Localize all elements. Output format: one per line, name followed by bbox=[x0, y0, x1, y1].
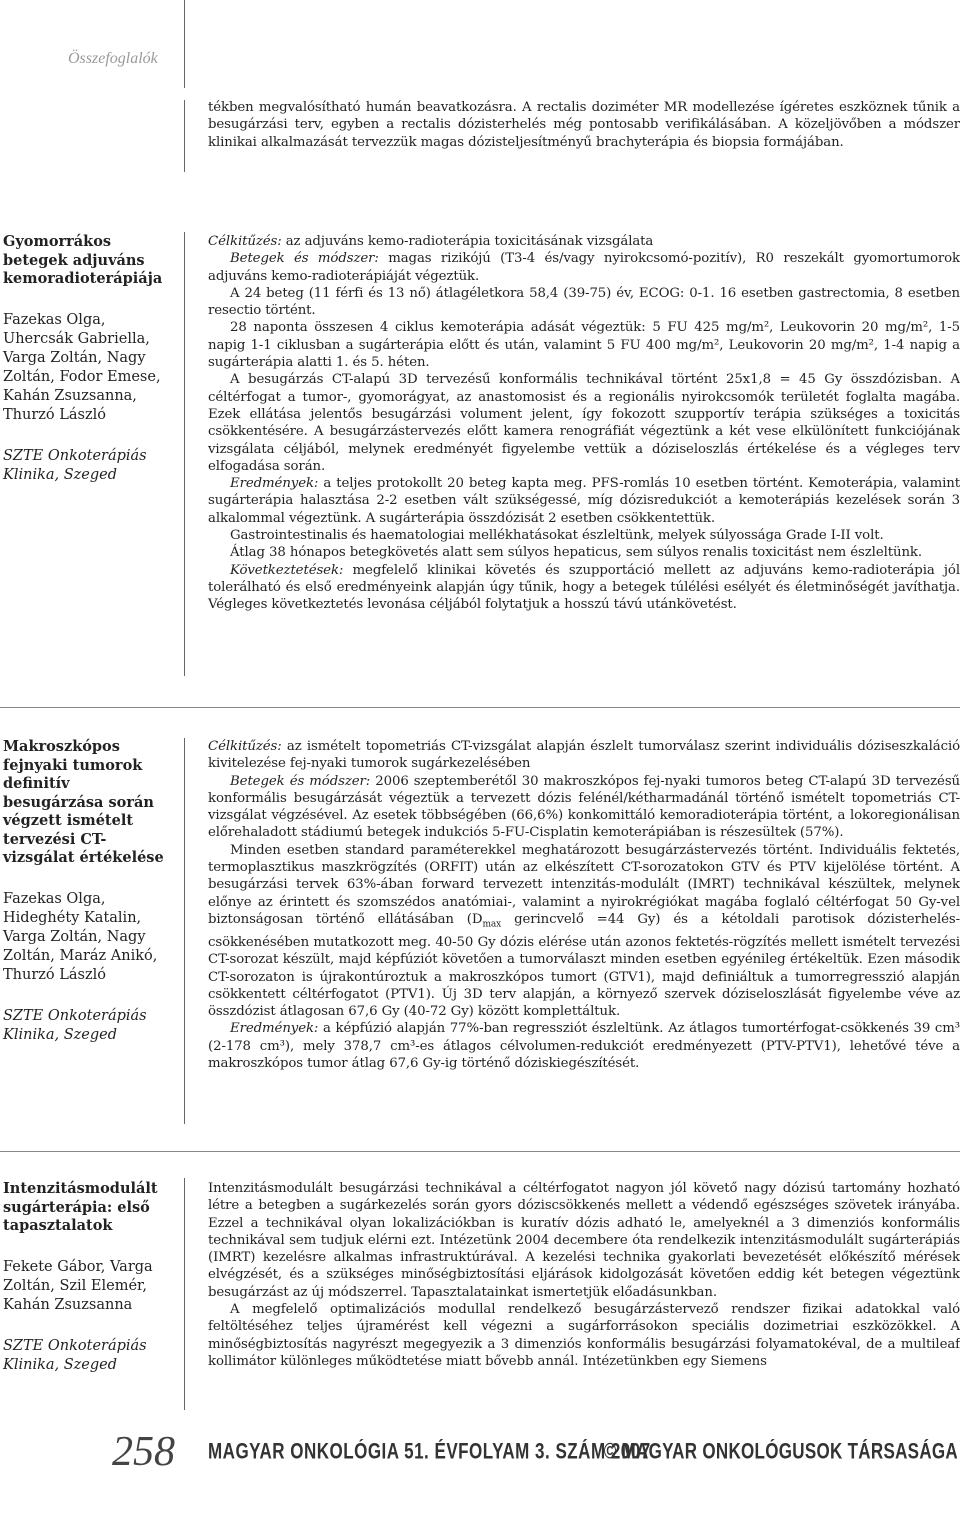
column-rule bbox=[184, 0, 185, 88]
article-2-paragraph bbox=[208, 842, 960, 1021]
aim-label: Célkitűzés: bbox=[208, 234, 282, 249]
conclusions-text: megfelelő klinikai követés és szupportáció mellett az adjuváns kemo-radioterápia jól tolerálható és első eredményeink alapján úgy tűnik, hogy a betegek túlélési esélyét és életminőségét javíthatja. Végleges következtetés levonása céljából folytatjuk a hosszú távú utánkövetést. bbox=[208, 562, 960, 613]
results-text: a képfúzió alapján 77%-ban regressziót észleltünk. Az átlagos tumortérfogat-csökkenés 39 cm³ (2-178 cm³), mely 378,7 cm³-es átlagos célvolumen-redukciót eredményezett (PTV-PTV1), lehetővé téve a makroszkópos tumor átlag 67,6 Gy-ig történő dóziskiegészítését. bbox=[208, 1021, 960, 1071]
article-1-paragraph: 28 naponta összesen 4 ciklus kemoterápia adását végeztük: 5 FU 425 mg/m², Leukovorin 20 mg/m², 1-5 napig 1-1 ciklusban a sugárterápia előtt és után, valamint 5 FU 400 mg/m², Leukovorin 20 mg/m², 1-4 napig a sugárterápia alatti 1. és 5. héten. bbox=[208, 320, 960, 371]
article-1-affiliation: SZTE Onkoterápiás Klinika, Szeged bbox=[3, 447, 147, 483]
article-2-aim bbox=[208, 738, 960, 773]
article-3-sidebar bbox=[3, 1180, 168, 1375]
section-title: Összefoglalók bbox=[68, 50, 158, 67]
page-number: 258 bbox=[112, 1429, 175, 1475]
column-rule bbox=[184, 738, 185, 1124]
article-3-paragraph: A megfelelő optimalizációs modullal rendelkező besugárzástervező rendszer fizikai adatokkal való feltöltéséhez teljes újramérést kell végezni a sugárforrásokon speciális dozimetriai eszközökkel. A minőségbiztosítás nagyrészt megegyezik a 3 dimenziós konformális besugárzási folyamatokéval, de a multileaf kollimátor különleges működtetése miatt bővebb annál. Intézetünkben egy Siemens bbox=[208, 1302, 960, 1369]
article-2-body bbox=[208, 738, 960, 1072]
article-1-paragraph: A besugárzás CT-alapú 3D tervezésű konformális technikával történt 25x1,8 = 45 Gy összdózisban. A céltérfogat a tumor-, gyomorágyat, az anastomosist és a regionális nyirokcsomók területét foglalta magába. Ezek ellátása jelentős besugárzási volument jelent, így fokozott szupportív terápia szükséges a toxicitás csökkentésére. A besugárzástervezés előtt kamera renográfiát végeztünk a két vese elkülönített funkciójának vizsgálata céljából, melynek eredményét figyelembe vettük a dóziseloszlás értékelése és a végleges terv elfogadása során. bbox=[208, 372, 960, 474]
article-1-paragraph: Átlag 38 hónapos betegkövetés alatt sem súlyos hepaticus, sem súlyos renalis toxicitást nem észleltünk. bbox=[230, 545, 923, 561]
article-1-sidebar bbox=[3, 233, 168, 485]
article-3-body bbox=[208, 1180, 960, 1370]
methods-label: Betegek és módszer: bbox=[230, 251, 379, 267]
column-rule bbox=[184, 100, 185, 172]
results-text: a teljes protokollt 20 beteg kapta meg. PFS-romlás 10 esetben történt. Kemoterápia, valamint sugárterápia halasztása 2-2 esetben vált szükségessé, míg dózisredukciót a kemoterápiás kezelések során 3 alkalommal végeztünk. A sugárterápia összdózisát 2 esetben csökkentettük. bbox=[208, 476, 960, 526]
article-1-paragraph: Gastrointestinalis és haematologiai mellékhatásokat észleltünk, melyek súlyossága Grade I-II volt. bbox=[230, 528, 884, 544]
journal-title: MAGYAR ONKOLÓGIA 51. ÉVFOLYAM 3. SZÁM 2007 bbox=[208, 1439, 651, 1464]
conclusions-label: Következtetések: bbox=[230, 562, 344, 578]
article-2-affiliation: SZTE Onkoterápiás Klinika, Szeged bbox=[3, 1007, 147, 1043]
article-1-body bbox=[208, 233, 960, 614]
column-rule bbox=[184, 232, 185, 676]
intro-paragraph-block bbox=[208, 99, 960, 151]
article-2-methods bbox=[208, 773, 960, 842]
column-rule bbox=[184, 1178, 185, 1410]
copyright-notice: © MAGYAR ONKOLÓGUSOK TÁRSASÁGA bbox=[603, 1439, 958, 1464]
article-3-paragraph: Intenzitásmodulált besugárzási technikával a céltérfogatot nagyon jól követő nagy dózisú tartomány hozható létre a betegben a sugárkezelés során gyors dóziscsökkenés mellett a védendő egészséges szövetek irányába. Ezzel a technikával olyan lokalizációkban is kuratív dózis adható le, amelyeknél a 3 dimenziós konformális technikával sem tudjuk elérni ezt. Intézetünk 2004 decembere óta rendelkezik intenzitásmodulált sugárterápiás (IMRT) kezelésre alkalmas infrastruktúrával. A kezelési technika gyakorlati bevezetését előkészítő mérések elvégzését, és a szükséges minőségbiztosítási eljárások kidolgozását követően eddig két betegen végeztünk besugárzást az új módszerrel. Tapasztalatainkat ismertetjük előadásunkban. bbox=[208, 1181, 960, 1300]
intro-paragraph: tékben megvalósítható humán beavatkozásra. A rectalis doziméter MR modellezése ígéretes eszköznek tűnik a besugárzási terv, egyben a rectalis dózisterhelés még pontosabb verifikálásában. A közeljövőben a módszer klinikai alkalmazását tervezzük magas dózisteljesítményű brachyterápia és biopsia formájában. bbox=[208, 100, 960, 150]
methods-label: Betegek és módszer: bbox=[230, 773, 371, 789]
article-1-results bbox=[208, 475, 960, 527]
planning-text: Minden esetben standard paraméterekkel meghatározott besugárzástervezés történt. Individuális fektetés, termoplasztikus maszkrögzítés (ORFIT) után az elkészített CT-sorozatokon GTV és PTV kijelölése történt. A besugárzási tervek 63%-ában forward tervezett intenzitás-modulált (IMRT) technikával készültek, melynek előnye az érintett és szomszédos anatómiai-, valamint a nyirokrégiókat magába foglaló céltérfogat 50 Gy-vel biztonságosan történő ellátásában (D bbox=[208, 842, 960, 927]
dmax-subscript: max bbox=[482, 919, 502, 930]
article-1-conclusions bbox=[208, 562, 960, 614]
methods-text: magas rizikójú (T3-4 és/vagy nyirokcsomó-pozitív), R0 reszekált gyomortumorok adjuváns kemo-radioterápiáját végeztük. bbox=[208, 251, 960, 284]
aim-label: Célkitűzés: bbox=[208, 739, 282, 754]
article-1-methods bbox=[208, 250, 960, 285]
aim-text: az ismételt topometriás CT-vizsgálat alapján észlelt tumorválasz szerint individuális dóziseszkaláció kivitelezése fej-nyaki tumorok sugárkezelésében bbox=[208, 739, 960, 772]
article-3-affiliation: SZTE Onkoterápiás Klinika, Szeged bbox=[3, 1337, 147, 1373]
aim-text: az adjuváns kemo-radioterápia toxicitásának vizsgálata bbox=[281, 234, 654, 249]
article-2-sidebar bbox=[3, 738, 168, 1045]
results-label: Eredmények: bbox=[230, 476, 319, 492]
article-1-aim bbox=[208, 233, 960, 250]
article-2-results bbox=[208, 1020, 960, 1072]
methods-text: 2006 szeptemberétől 30 makroszkópos fej-nyaki tumoros beteg CT-alapú 3D tervezésű konformális besugárzását végeztük a tervezett dózis felénél/kétharmadánál történő ismételt topometriás CT-vizsgálat végzésével. Az esetek többségében (66,6%) konkomittáló kemoradioterápia történt, a lokoregionálisan előrehaladott stádiumú betegek indukciós 5-FU-Cisplatin kemoterápiában is részesültek (57%). bbox=[208, 773, 960, 841]
article-1-paragraph: A 24 beteg (11 férfi és 13 nő) átlagéletkora 58,4 (39-75) év, ECOG: 0-1. 16 esetben gastrectomia, 8 esetben resectio történt. bbox=[208, 285, 960, 319]
article-3-authors: Fekete Gábor, Varga Zoltán, Szil Elemér, Kahán Zsuzsanna bbox=[3, 1258, 153, 1313]
article-3-title: Intenzitásmodulált sugárterápia: első tapasztalatok bbox=[3, 1180, 158, 1234]
results-label: Eredmények: bbox=[230, 1021, 319, 1037]
article-2-authors: Fazekas Olga, Hideghéty Katalin, Varga Zoltán, Nagy Zoltán, Maráz Anikó, Thurzó László bbox=[3, 890, 158, 983]
section-divider bbox=[0, 1151, 960, 1152]
section-divider bbox=[0, 707, 960, 708]
planning-text-cont: gerincvelő =44 Gy) és a kétoldali parotisok dózisterhelés-csökkenésében mutatkozott meg. 40-50 Gy dózis elérése után azonos fektetés-rögzítés mellett ismételt tervezési CT-sorozat készült, majd képfúziót követően a tumorválaszt minden esetben egyénileg értékeltük. Ezen második CT-sorozaton is újrakontúroztuk a makroszkópos tumort (GTV1), majd definiáltuk a tumorregresszió alapján csökkentett céltérfogatot (PTV1). Új 3D terv alapján, a környező szervek dóziseloszlását figyelembe véve az összdózist átlagosan 67,6 Gy (40-72 Gy) között komplettáltuk. bbox=[208, 911, 960, 1020]
article-2-title: Makroszkópos fejnyaki tumorok definitív besugárzása során végzett ismételt tervezési CT-vizsgálat értékelése bbox=[3, 738, 164, 866]
article-1-authors: Fazekas Olga, Uhercsák Gabriella, Varga Zoltán, Nagy Zoltán, Fodor Emese, Kahán Zsuzsanna, Thurzó László bbox=[3, 311, 161, 423]
article-1-title: Gyomorrákos betegek adjuváns kemoradioterápiája bbox=[3, 233, 163, 287]
